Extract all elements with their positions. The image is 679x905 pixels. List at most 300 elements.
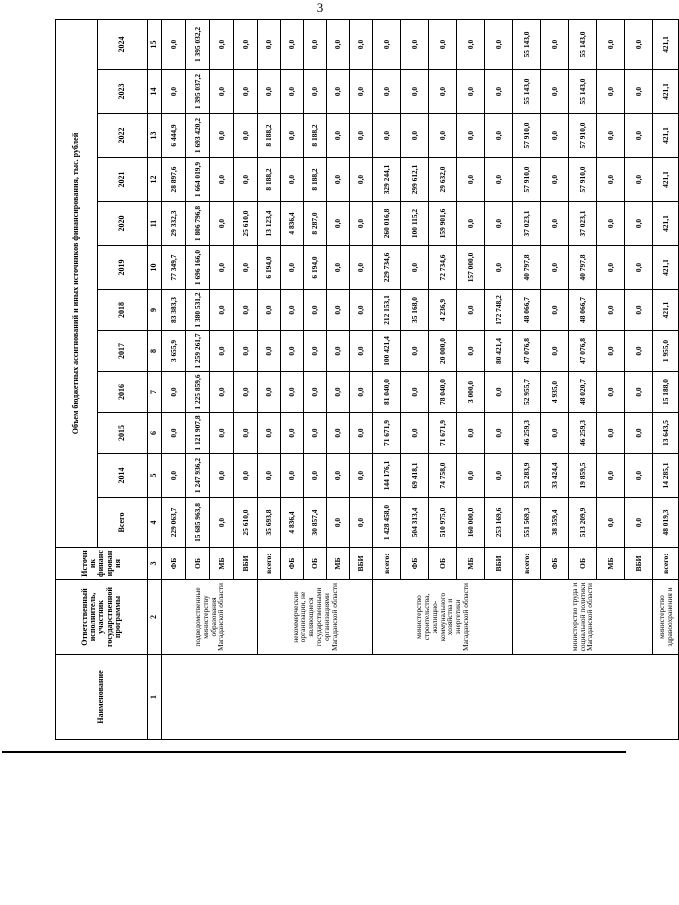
value-cell: 0,0 [541, 246, 569, 290]
value-cell: 0,0 [350, 331, 373, 372]
value-cell: 0,0 [401, 372, 429, 413]
source-cell: МБ [327, 548, 350, 580]
value-cell: 1 693 420,2 [186, 114, 210, 158]
table-row [373, 19, 401, 739]
value-cell: 0,0 [304, 372, 327, 413]
source-cell: ОБ [569, 548, 597, 580]
value-cell: 0,0 [234, 413, 258, 454]
value-cell: 40 797,8 [513, 246, 541, 290]
value-cell: 0,0 [457, 331, 485, 372]
value-cell: 0,0 [597, 498, 625, 548]
column-number-row [148, 19, 162, 739]
value-cell: 0,0 [210, 246, 234, 290]
value-cell: 30 857,4 [304, 498, 327, 548]
value-cell: 0,0 [457, 290, 485, 331]
value-cell: 0,0 [597, 413, 625, 454]
value-cell: 0,0 [350, 454, 373, 498]
value-cell: 100 115,2 [401, 202, 429, 246]
column-number: 6 [148, 413, 162, 454]
header-year: 2019 [98, 246, 148, 290]
value-cell: 0,0 [327, 454, 350, 498]
value-cell: 0,0 [350, 413, 373, 454]
value-cell: 0,0 [304, 454, 327, 498]
value-cell: 1 121 907,8 [186, 413, 210, 454]
header-year: 2014 [98, 454, 148, 498]
source-cell: ФБ [281, 548, 304, 580]
value-cell: 0,0 [210, 202, 234, 246]
value-cell: 0,0 [210, 331, 234, 372]
value-cell: 14 285,1 [653, 454, 679, 498]
value-cell: 57 910,0 [569, 114, 597, 158]
source-cell: МБ [457, 548, 485, 580]
value-cell: 71 671,9 [429, 413, 457, 454]
value-cell: 0,0 [429, 114, 457, 158]
value-cell: 0,0 [350, 246, 373, 290]
value-cell: 6 444,9 [162, 114, 186, 158]
value-cell: 0,0 [210, 454, 234, 498]
value-cell: 0,0 [625, 158, 653, 202]
value-cell: 0,0 [350, 202, 373, 246]
column-number: 8 [148, 331, 162, 372]
value-cell: 0,0 [327, 331, 350, 372]
column-number: 14 [148, 70, 162, 114]
value-cell: 253 169,6 [485, 498, 513, 548]
value-cell: 0,0 [258, 290, 281, 331]
value-cell: 0,0 [625, 372, 653, 413]
value-cell: 1 395 032,2 [186, 19, 210, 69]
value-cell: 0,0 [327, 246, 350, 290]
column-number: 4 [148, 498, 162, 548]
value-cell: 0,0 [541, 331, 569, 372]
value-cell: 0,0 [401, 70, 429, 114]
value-cell: 0,0 [281, 70, 304, 114]
source-cell: всего: [258, 548, 281, 580]
header-year: 2018 [98, 290, 148, 331]
executor-cell: подведомственные министерству образования Магаданской области [162, 580, 258, 655]
value-cell: 35 693,8 [258, 498, 281, 548]
source-cell: ВБИ [625, 548, 653, 580]
value-cell: 0,0 [304, 413, 327, 454]
value-cell: 0,0 [234, 114, 258, 158]
value-cell: 0,0 [457, 454, 485, 498]
value-cell: 0,0 [350, 290, 373, 331]
value-cell: 1 225 859,6 [186, 372, 210, 413]
header-year: 2015 [98, 413, 148, 454]
value-cell: 0,0 [485, 372, 513, 413]
value-cell: 1 664 019,9 [186, 158, 210, 202]
value-cell: 0,0 [350, 158, 373, 202]
value-cell: 29 632,0 [429, 158, 457, 202]
value-cell: 1 259 261,7 [186, 331, 210, 372]
table-row [513, 19, 541, 739]
value-cell: 0,0 [597, 331, 625, 372]
value-cell: 1 955,0 [653, 331, 679, 372]
value-cell: 0,0 [281, 290, 304, 331]
source-cell: всего: [653, 548, 679, 580]
table-row [258, 19, 281, 739]
header-executor: Ответственный исполнитель, участник государственной программы [56, 580, 148, 655]
value-cell: 8 188,2 [258, 114, 281, 158]
value-cell: 0,0 [281, 331, 304, 372]
value-cell: 0,0 [625, 70, 653, 114]
value-cell: 0,0 [541, 202, 569, 246]
value-cell: 77 349,7 [162, 246, 186, 290]
value-cell: 0,0 [625, 19, 653, 69]
value-cell: 0,0 [281, 372, 304, 413]
source-cell: ВБИ [350, 548, 373, 580]
value-cell: 0,0 [234, 372, 258, 413]
value-cell: 8 287,0 [304, 202, 327, 246]
value-cell: 0,0 [401, 246, 429, 290]
value-cell: 35 168,0 [401, 290, 429, 331]
value-cell: 0,0 [541, 413, 569, 454]
value-cell: 0,0 [234, 290, 258, 331]
value-cell: 513 209,9 [569, 498, 597, 548]
value-cell: 71 671,9 [373, 413, 401, 454]
value-cell: 0,0 [162, 70, 186, 114]
value-cell: 0,0 [625, 114, 653, 158]
value-cell: 37 023,1 [513, 202, 541, 246]
source-cell: ОБ [429, 548, 457, 580]
value-cell: 0,0 [429, 70, 457, 114]
value-cell: 0,0 [327, 372, 350, 413]
value-cell: 57 910,0 [513, 158, 541, 202]
value-cell: 0,0 [210, 114, 234, 158]
value-cell: 0,0 [304, 290, 327, 331]
value-cell: 0,0 [597, 114, 625, 158]
executor-cell: министерство здравоохранения и [653, 580, 679, 655]
value-cell: 3 655,9 [162, 331, 186, 372]
name-cell [162, 655, 679, 740]
value-cell: 0,0 [162, 413, 186, 454]
value-cell: 78 040,0 [429, 372, 457, 413]
value-cell: 0,0 [210, 158, 234, 202]
value-cell: 0,0 [625, 202, 653, 246]
value-cell: 0,0 [281, 454, 304, 498]
value-cell: 172 748,2 [485, 290, 513, 331]
value-cell: 29 332,3 [162, 202, 186, 246]
value-cell: 4 236,9 [429, 290, 457, 331]
value-cell: 0,0 [234, 246, 258, 290]
value-cell: 57 910,0 [569, 158, 597, 202]
value-cell: 0,0 [485, 70, 513, 114]
value-cell: 329 244,1 [373, 158, 401, 202]
value-cell: 0,0 [327, 498, 350, 548]
column-number: 9 [148, 290, 162, 331]
source-cell: ВБИ [485, 548, 513, 580]
value-cell: 260 016,8 [373, 202, 401, 246]
value-cell: 52 955,7 [513, 372, 541, 413]
value-cell: 37 023,1 [569, 202, 597, 246]
value-cell: 20 000,0 [429, 331, 457, 372]
value-cell: 4 836,4 [281, 202, 304, 246]
value-cell: 47 076,8 [513, 331, 541, 372]
source-cell: ФБ [401, 548, 429, 580]
value-cell: 0,0 [327, 70, 350, 114]
value-cell: 0,0 [597, 158, 625, 202]
value-cell: 55 143,0 [569, 19, 597, 69]
value-cell: 0,0 [597, 246, 625, 290]
value-cell: 421,1 [653, 114, 679, 158]
value-cell: 0,0 [625, 290, 653, 331]
value-cell: 0,0 [304, 331, 327, 372]
value-cell: 0,0 [162, 454, 186, 498]
value-cell: 46 259,3 [569, 413, 597, 454]
value-cell: 0,0 [373, 70, 401, 114]
value-cell: 0,0 [258, 372, 281, 413]
value-cell: 0,0 [350, 70, 373, 114]
value-cell: 0,0 [327, 413, 350, 454]
value-cell: 0,0 [304, 70, 327, 114]
column-number: 7 [148, 372, 162, 413]
header-year: 2020 [98, 202, 148, 246]
value-cell: 80 421,4 [485, 331, 513, 372]
value-cell: 55 143,0 [569, 70, 597, 114]
value-cell: 1 806 796,8 [186, 202, 210, 246]
value-cell: 48 066,7 [569, 290, 597, 331]
header-name: Наименование [56, 655, 148, 740]
value-cell: 421,1 [653, 158, 679, 202]
value-cell: 504 313,4 [401, 498, 429, 548]
value-cell: 0,0 [541, 19, 569, 69]
header-year: 2022 [98, 114, 148, 158]
value-cell: 55 143,0 [513, 70, 541, 114]
value-cell: 0,0 [401, 331, 429, 372]
value-cell: 0,0 [258, 19, 281, 69]
value-cell: 0,0 [373, 19, 401, 69]
value-cell: 0,0 [281, 114, 304, 158]
value-cell: 0,0 [281, 158, 304, 202]
value-cell: 0,0 [625, 413, 653, 454]
value-cell: 0,0 [234, 158, 258, 202]
page-divider [2, 751, 626, 753]
value-cell: 46 259,3 [513, 413, 541, 454]
value-cell: 0,0 [457, 19, 485, 69]
value-cell: 229 734,6 [373, 246, 401, 290]
value-cell: 13 643,5 [653, 413, 679, 454]
page-number: 3 [316, 0, 324, 15]
value-cell: 144 176,1 [373, 454, 401, 498]
value-cell: 0,0 [597, 70, 625, 114]
value-cell: 3 000,0 [457, 372, 485, 413]
value-cell: 0,0 [258, 70, 281, 114]
value-cell: 0,0 [281, 19, 304, 69]
value-cell: 1 380 531,2 [186, 290, 210, 331]
funding-table [55, 19, 679, 740]
value-cell: 0,0 [597, 202, 625, 246]
value-cell: 299 612,1 [401, 158, 429, 202]
value-cell: 55 143,0 [513, 19, 541, 69]
value-cell: 0,0 [234, 70, 258, 114]
value-cell: 0,0 [457, 70, 485, 114]
value-cell: 0,0 [597, 454, 625, 498]
header-year: 2023 [98, 70, 148, 114]
value-cell: 0,0 [350, 372, 373, 413]
value-cell: 0,0 [210, 498, 234, 548]
header-source: Источник финансирования [56, 548, 148, 580]
source-cell: ОБ [304, 548, 327, 580]
value-cell: 0,0 [258, 413, 281, 454]
value-cell: 15 188,0 [653, 372, 679, 413]
column-number: 5 [148, 454, 162, 498]
value-cell: 0,0 [401, 413, 429, 454]
value-cell: 19 859,5 [569, 454, 597, 498]
value-cell: 15 685 963,8 [186, 498, 210, 548]
value-cell: 0,0 [234, 19, 258, 69]
value-cell: 48 019,3 [653, 498, 679, 548]
value-cell: 421,1 [653, 70, 679, 114]
column-number: 1 [148, 655, 162, 740]
value-cell: 38 359,4 [541, 498, 569, 548]
value-cell: 0,0 [162, 19, 186, 69]
value-cell: 0,0 [429, 19, 457, 69]
value-cell: 0,0 [541, 114, 569, 158]
column-number: 12 [148, 158, 162, 202]
value-cell: 0,0 [350, 114, 373, 158]
value-cell: 0,0 [541, 290, 569, 331]
value-cell: 0,0 [304, 19, 327, 69]
value-cell: 421,1 [653, 202, 679, 246]
table-row [162, 19, 186, 739]
column-number: 11 [148, 202, 162, 246]
value-cell: 0,0 [457, 202, 485, 246]
value-cell: 47 076,8 [569, 331, 597, 372]
value-cell: 0,0 [625, 331, 653, 372]
value-cell: 0,0 [485, 413, 513, 454]
value-cell: 4 935,0 [541, 372, 569, 413]
value-cell: 0,0 [210, 413, 234, 454]
value-cell: 160 000,0 [457, 498, 485, 548]
table-row [653, 19, 679, 739]
executor-cell: министерство труда и социальной политики Магаданской области [513, 580, 653, 655]
value-cell: 0,0 [597, 19, 625, 69]
value-cell: 8 188,2 [258, 158, 281, 202]
value-cell: 0,0 [597, 290, 625, 331]
value-cell: 0,0 [457, 158, 485, 202]
value-cell: 0,0 [234, 454, 258, 498]
value-cell: 0,0 [485, 114, 513, 158]
value-cell: 25 610,0 [234, 498, 258, 548]
value-cell: 0,0 [541, 70, 569, 114]
source-cell: всего: [373, 548, 401, 580]
value-cell: 81 040,0 [373, 372, 401, 413]
value-cell: 1 395 037,2 [186, 70, 210, 114]
value-cell: 74 758,0 [429, 454, 457, 498]
column-number: 13 [148, 114, 162, 158]
value-cell: 0,0 [234, 331, 258, 372]
value-cell: 0,0 [210, 372, 234, 413]
value-cell: 25 610,0 [234, 202, 258, 246]
value-cell: 69 418,1 [401, 454, 429, 498]
value-cell: 6 194,0 [304, 246, 327, 290]
value-cell: 0,0 [625, 454, 653, 498]
value-cell: 13 123,4 [258, 202, 281, 246]
value-cell: 40 797,8 [569, 246, 597, 290]
value-cell: 83 383,3 [162, 290, 186, 331]
header-year: 2017 [98, 331, 148, 372]
header-row-1 [56, 19, 98, 739]
value-cell: 8 188,2 [304, 158, 327, 202]
value-cell: 421,1 [653, 290, 679, 331]
value-cell: 6 194,0 [258, 246, 281, 290]
value-cell: 0,0 [485, 158, 513, 202]
source-cell: ФБ [541, 548, 569, 580]
value-cell: 0,0 [485, 246, 513, 290]
value-cell: 0,0 [210, 19, 234, 69]
column-number: 10 [148, 246, 162, 290]
executor-cell: некоммерческие организации, не являющиеся государственными организациями Магаданской области [258, 580, 373, 655]
column-number: 15 [148, 19, 162, 69]
value-cell: 159 901,6 [429, 202, 457, 246]
value-cell: 0,0 [457, 114, 485, 158]
value-cell: 53 283,9 [513, 454, 541, 498]
value-cell: 57 910,0 [513, 114, 541, 158]
source-cell: ВБИ [234, 548, 258, 580]
source-cell: МБ [210, 548, 234, 580]
header-year: 2016 [98, 372, 148, 413]
source-cell: ОБ [186, 548, 210, 580]
header-year: 2021 [98, 158, 148, 202]
value-cell: 0,0 [401, 114, 429, 158]
value-cell: 0,0 [210, 70, 234, 114]
value-cell: 0,0 [258, 454, 281, 498]
value-cell: 0,0 [541, 158, 569, 202]
value-cell: 100 421,4 [373, 331, 401, 372]
value-cell: 0,0 [625, 246, 653, 290]
value-cell: 48 020,7 [569, 372, 597, 413]
value-cell: 0,0 [327, 202, 350, 246]
value-cell: 229 063,7 [162, 498, 186, 548]
value-cell: 212 153,1 [373, 290, 401, 331]
value-cell: 0,0 [485, 19, 513, 69]
value-cell: 510 975,0 [429, 498, 457, 548]
rotated-table-page [55, 20, 674, 740]
value-cell: 421,1 [653, 19, 679, 69]
value-cell: 0,0 [597, 372, 625, 413]
value-cell: 0,0 [350, 19, 373, 69]
value-cell: 157 000,0 [457, 246, 485, 290]
value-cell: 0,0 [258, 331, 281, 372]
value-cell: 0,0 [327, 114, 350, 158]
value-cell: 0,0 [401, 19, 429, 69]
value-cell: 0,0 [350, 498, 373, 548]
value-cell: 0,0 [485, 454, 513, 498]
source-cell: ФБ [162, 548, 186, 580]
value-cell: 28 897,6 [162, 158, 186, 202]
value-cell: 551 569,3 [513, 498, 541, 548]
value-cell: 0,0 [281, 246, 304, 290]
source-cell: всего: [513, 548, 541, 580]
value-cell: 0,0 [281, 413, 304, 454]
executor-cell: министерство строительства, жилищно-коммунального хозяйства и энергетики Магаданской области [373, 580, 513, 655]
value-cell: 0,0 [485, 202, 513, 246]
header-year: Всего [98, 498, 148, 548]
value-cell: 0,0 [162, 372, 186, 413]
column-number: 3 [148, 548, 162, 580]
value-cell: 0,0 [327, 290, 350, 331]
value-cell: 72 734,6 [429, 246, 457, 290]
value-cell: 4 836,4 [281, 498, 304, 548]
value-cell: 1 428 458,0 [373, 498, 401, 548]
value-cell: 0,0 [210, 290, 234, 331]
value-cell: 8 188,2 [304, 114, 327, 158]
header-funding: Объем бюджетных ассигнований и иных источников финансирования, тыс. рублей [56, 19, 98, 547]
source-cell: МБ [597, 548, 625, 580]
value-cell: 1 696 166,0 [186, 246, 210, 290]
header-year: 2024 [98, 19, 148, 69]
value-cell: 421,1 [653, 246, 679, 290]
value-cell: 0,0 [373, 114, 401, 158]
